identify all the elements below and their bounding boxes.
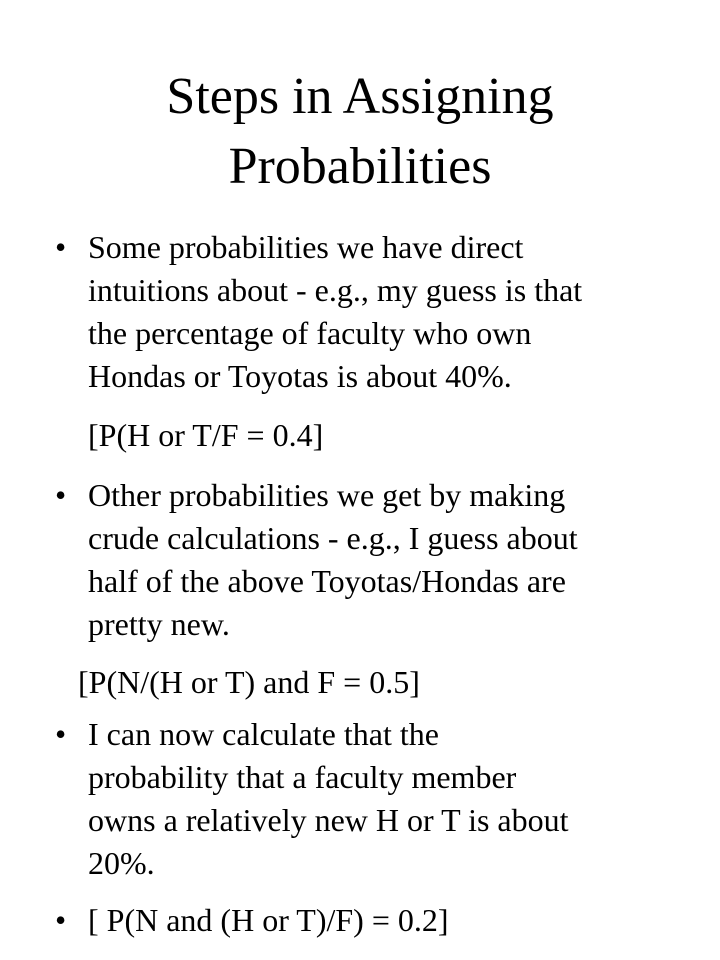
bullet-1-marker: • [55, 229, 67, 265]
bullet-2-marker: • [55, 477, 67, 513]
bullet-1-line-1: Some probabilities we have direct [88, 229, 524, 265]
formula-2: [P(N/(H or T) and F = 0.5] [78, 664, 420, 700]
bullet-2-line-3: half of the above Toyotas/Hondas are [88, 563, 566, 599]
bullet-2-line-2: crude calculations - e.g., I guess about [88, 520, 578, 556]
bullet-4-marker: • [55, 902, 67, 938]
bullet-1-line-3: the percentage of faculty who own [88, 315, 532, 351]
formula-1: [P(H or T/F = 0.4] [88, 417, 324, 453]
bullet-3-line-2: probability that a faculty member [88, 759, 517, 795]
bullet-2-line-1: Other probabilities we get by making [88, 477, 566, 513]
slide-title [0, 62, 720, 202]
bullet-1-line-4: Hondas or Toyotas is about 40%. [88, 358, 512, 394]
bullet-3-marker: • [55, 716, 67, 752]
bullet-3-line-3: owns a relatively new H or T is about [88, 802, 569, 838]
slide-title-line-1: Steps in Assigning [166, 68, 554, 125]
bullet-1-line-2: intuitions about - e.g., my guess is that [88, 272, 583, 308]
bullet-2-line-4: pretty new. [88, 606, 230, 642]
formula-3: [ P(N and (H or T)/F) = 0.2] [88, 902, 449, 938]
bullet-3-line-1: I can now calculate that the [88, 716, 439, 752]
bullet-3-line-4: 20%. [88, 845, 155, 881]
slide-title-line-2: Probabilities [228, 138, 492, 195]
